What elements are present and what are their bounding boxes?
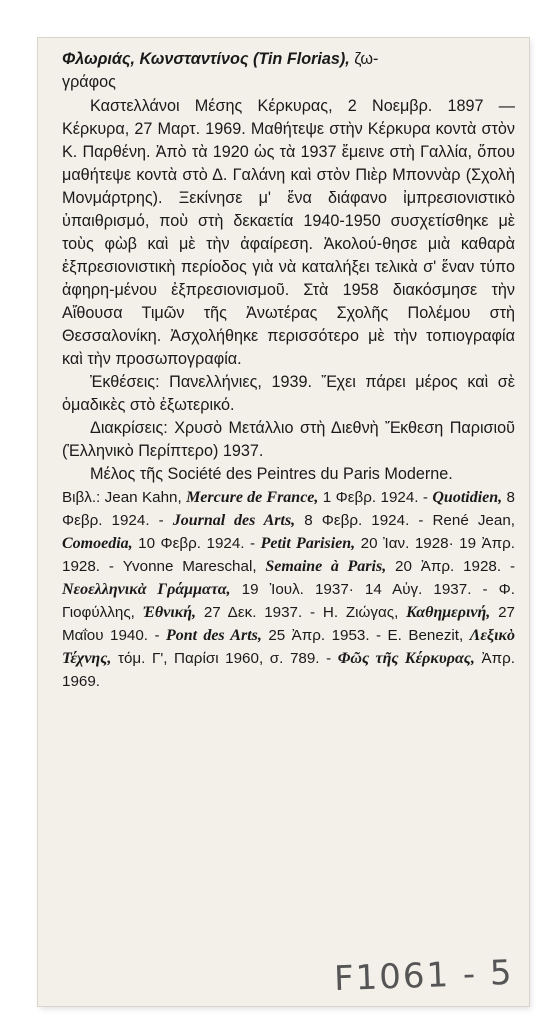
clipping-card (38, 38, 529, 1006)
bibliography-publication-title: Mercure de France, (186, 489, 319, 506)
artist-name: Φλωριάς, Κωνσταντίνος (Tin Florias), (62, 50, 350, 68)
bibliography-text: Jean Kahn, (104, 489, 187, 506)
bibliography-publication-title: Petit Parisien, (260, 535, 356, 552)
bibliography-publication-title: Semaine à Paris, (265, 558, 387, 575)
entry-heading (62, 48, 515, 94)
bibliography-publication-title: Καθημερινή, (406, 604, 491, 621)
handwritten-archive-number: F1061 - 5 (333, 952, 515, 1000)
bibliography-label: Βιβλ.: (62, 489, 101, 506)
bibliography-text: 27 Μαΐου 1940. - (62, 604, 515, 644)
bibliography-text: τόμ. Γ', Παρίσι 1960, σ. 789. - (111, 650, 338, 667)
membership-paragraph: Μέλος τῆς Société des Peintres du Paris Moderne. (90, 465, 453, 483)
artist-role-part2: γράφος (62, 73, 116, 91)
bibliography-text: 10 Φεβρ. 1924. - (132, 535, 261, 552)
bibliography-publication-title: Λεξικὸ Τέχνης, (62, 627, 516, 667)
bibliography-text: Ἀπρ. 1969. (62, 650, 516, 690)
bibliography-text: 27 Δεκ. 1937. - Η. Ζιώγας, (196, 604, 407, 621)
bibliography-publication-title: Journal des Arts, (172, 512, 296, 529)
bibliography-text: 8 Φεβρ. 1924. - (62, 489, 515, 529)
bibliography-text: 1 Φεβρ. 1924. - (318, 489, 433, 506)
bibliography-publication-title: Φῶς τῆς Κέρκυρας, (337, 650, 475, 667)
bibliography-text: 8 Φεβρ. 1924. - René Jean, (295, 512, 515, 529)
bibliography-publication-title: Νεοελληνικὰ Γράμματα, (62, 581, 231, 598)
bibliography-publication-title: Comoedia, (62, 535, 133, 552)
artist-role-part1: ζω- (349, 50, 379, 68)
bibliography-text: 20 Ἀπρ. 1928. - (386, 558, 515, 575)
exhibitions-paragraph: Ἐκθέσεις: Πανελλήνιες, 1939. Ἔχει πάρει μέρος καὶ σὲ ὁμαδικὲς στὸ ἐξωτερικό. (62, 373, 515, 414)
biography-paragraph: Καστελλάνοι Μέσης Κέρκυρας, 2 Νοεμβρ. 1897 — Κέρκυρα, 27 Μαρτ. 1969. Μαθήτεψε στὴν Κέρκυρα κοντὰ στὸν Κ. Παρθένη. Ἀπὸ τὰ 1920 ὡς τὰ 1937 ἔμεινε στὴ Γαλλία, ὅπου μαθήτεψε κοντὰ στὸ Δ. Γαλάνη καὶ στὸν Πιὲρ Μποννὰρ (Σχολὴ Μονμάρτρης). Ξεκίνησε μ' ἕνα διάφανο ἰμπρεσιονιστικὸ ὑπαιθρισμό, ποὺ στὴ δεκαετία 1940-1950 συσχετίσθηκε μὲ τοὺς φὼβ καὶ μὲ τὴν ἀφαίρεση. Ἀκολού-θησε μιὰ καθαρὰ ἐξπρεσιονιστικὴ περίοδος γιὰ νὰ καταλήξει τελικὰ σ' ἕναν τύπο ἀφηρη-μένου ἐξπρεσιονισμοῦ. Στὰ 1958 διακόσμησε τὴν Αἴθουσα Τιμῶν τῆς Ἀνωτέρας Σχολῆς Πολέμου στὴ Θεσσαλονίκη. Ἀσχολήθηκε περισσότερο μὲ τὴν τοπιογραφία καὶ τὴν προσωπογραφία. (62, 97, 515, 368)
bibliography-publication-title: Pont des Arts, (165, 627, 262, 644)
bibliography-text: 25 Ἀπρ. 1953. - E. Benezit, (261, 627, 470, 644)
bibliography-text: 20 Ἰαν. 1928· 19 Ἀπρ. 1928. - Yvonne Mareschal, (62, 535, 516, 575)
bibliography-text: 19 Ἰουλ. 1937· 14 Αὐγ. 1937. - Φ. Γιοφύλλης, (62, 581, 515, 621)
bibliography-publication-title: Quotidien, (432, 489, 503, 506)
awards-paragraph: Διακρίσεις: Χρυσὸ Μετάλλιο στὴ Διεθνὴ Ἔκθεση Παρισιοῦ (Ἑλληνικὸ Περίπτερο) 1937. (62, 419, 515, 460)
bibliography-publication-title: Ἐθνική, (142, 604, 197, 621)
bibliography-paragraph (62, 486, 515, 693)
